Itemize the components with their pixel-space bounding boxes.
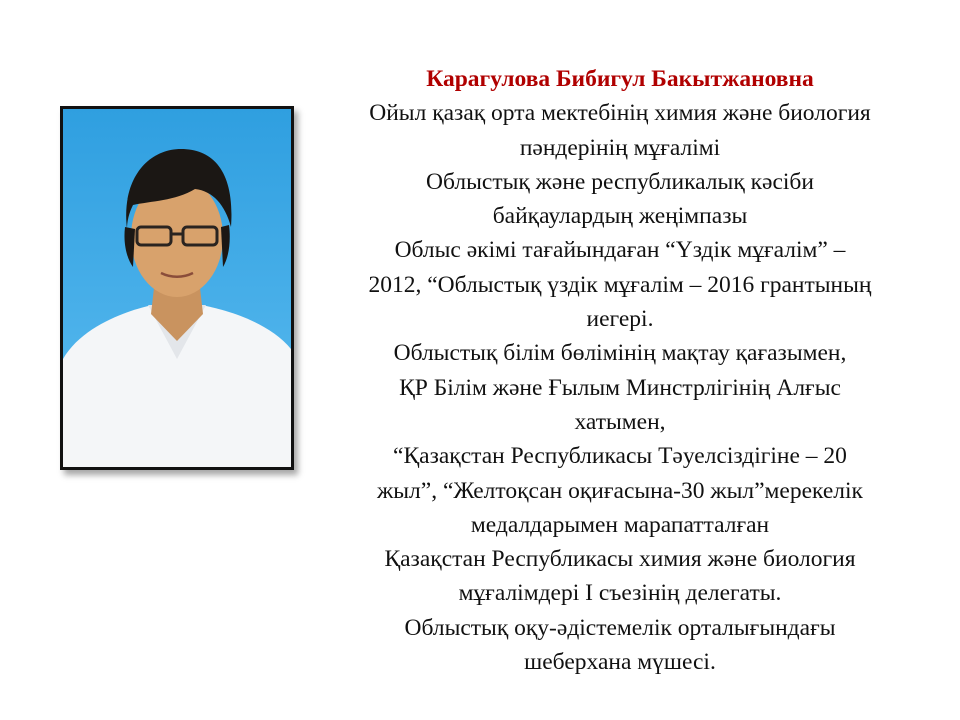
bio-line: иегері. xyxy=(586,306,654,333)
bio-line: байқаулардың жеңімпазы xyxy=(492,203,748,230)
bio-line: Ойыл қазақ орта мектебінің химия және биология xyxy=(369,100,871,127)
bio-line: 2012, “Облыстық үздік мұғалім – 2016 грантының xyxy=(368,271,872,298)
bio-line: Облыстық оқу-әдістемелік орталығындағы xyxy=(404,614,836,641)
bio-line: Облыс әкімі тағайындаған “Үздік мұғалім” – xyxy=(394,237,846,264)
bio-line: медалдарымен марапатталған xyxy=(470,511,770,538)
teacher-name: Карагулова Бибигул Бакытжановна xyxy=(426,66,814,92)
bio-line: шеберхана мүшесі. xyxy=(524,649,716,676)
portrait-photo xyxy=(60,106,294,470)
bio-line: хатымен, xyxy=(574,408,666,435)
bio-line: ҚР Білім және Ғылым Минстрлігінің Алғыс xyxy=(399,374,841,401)
bio-line: Облыстық және республикалық кәсіби xyxy=(426,168,814,195)
bio-line: мұғалімдері I съезінің делегаты. xyxy=(458,580,782,607)
bio-line: жыл”, “Желтоқсан оқиғасына-30 жыл”мерекелік xyxy=(377,477,863,504)
bio-line: пәндерінің мұғалімі xyxy=(519,134,721,161)
bio-line: Облыстық білім бөлімінің мақтау қағазымен, xyxy=(393,340,847,367)
portrait-illustration xyxy=(63,109,291,467)
profile-text xyxy=(300,62,940,679)
bio-line: “Қазақстан Республикасы Тәуелсіздігіне – 20 xyxy=(393,443,847,470)
bio-line: Қазақстан Республикасы химия және биология xyxy=(384,546,856,573)
